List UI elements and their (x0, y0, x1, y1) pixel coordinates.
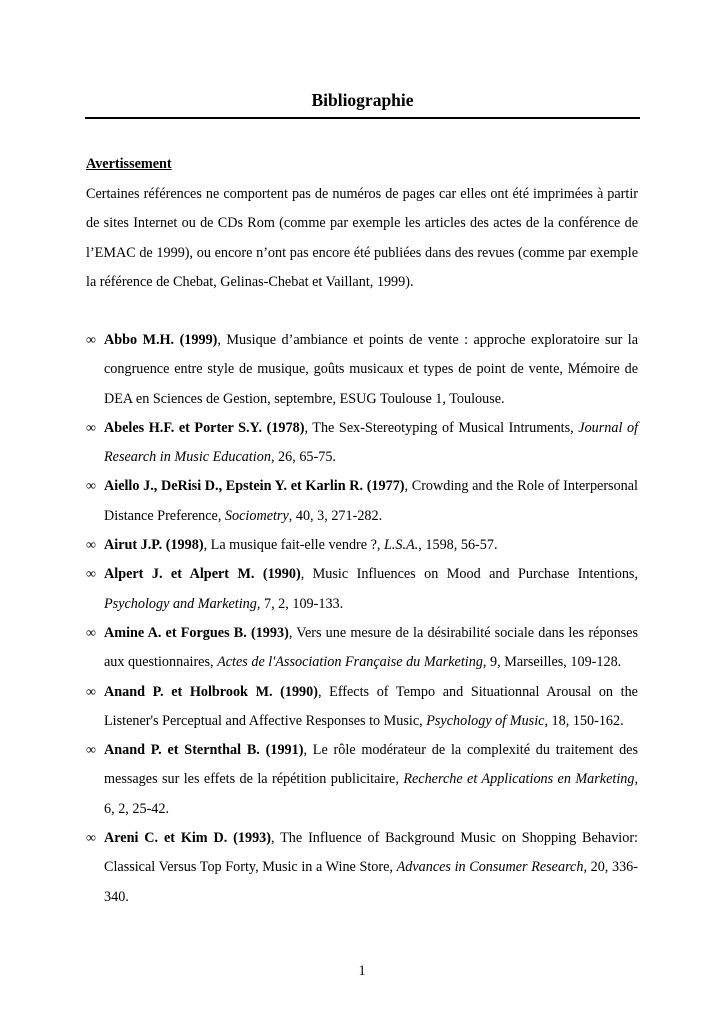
warning-heading: Avertissement (86, 156, 172, 172)
infinity-bullet-icon: ∞ (86, 831, 96, 847)
infinity-bullet-icon: ∞ (86, 538, 96, 554)
reference-tail: , 1598, 56-57. (418, 537, 498, 554)
reference-author: Areni C. et Kim D. (1993) (104, 830, 271, 847)
reference-tail: , 40, 3, 271-282. (288, 507, 383, 524)
reference-text: , Le rôle modérateur de la complexité du traitement des messages sur les effets de la répétition publicitaire, (104, 742, 638, 788)
infinity-bullet-icon: ∞ (86, 743, 96, 759)
reference-journal: Psychology and Marketing (104, 595, 257, 612)
reference-author: Airut J.P. (1998) (104, 537, 204, 554)
reference-item (86, 824, 638, 912)
reference-text: , Effects of Tempo and Situationnal Arousal on the Listener's Perceptual and Affective Responses to Music, (104, 683, 638, 729)
infinity-bullet-icon: ∞ (86, 567, 96, 583)
reference-author: Aiello J., DeRisi D., Epstein Y. et Karlin R. (1977) (104, 478, 405, 495)
reference-item (86, 560, 638, 619)
reference-journal: L.S.A. (384, 537, 419, 554)
reference-item (86, 678, 638, 737)
reference-list (86, 326, 638, 912)
reference-item (86, 472, 638, 531)
reference-tail: , 9, Marseilles, 109-128. (482, 654, 622, 671)
reference-author: Abbo M.H. (1999) (104, 332, 218, 348)
reference-tail: , 26, 65-75. (270, 449, 336, 466)
reference-tail: , 18, 150-162. (544, 712, 624, 729)
reference-text: , Vers une mesure de la désirabilité sociale dans les réponses aux questionnaires, (104, 624, 639, 671)
reference-item (86, 531, 638, 560)
reference-text: , Music Influences on Mood and Purchase Intentions, (300, 566, 638, 583)
reference-item (86, 326, 638, 414)
page-number: 1 (358, 963, 366, 979)
reference-text: , The Influence of Background Music on Shopping Behavior: Classical Versus Top Forty, Music in a Wine Store, (104, 830, 638, 876)
reference-author: Anand P. et Holbrook M. (1990) (104, 683, 318, 700)
infinity-bullet-icon: ∞ (86, 625, 96, 641)
infinity-bullet-icon: ∞ (86, 684, 96, 700)
reference-author: Amine A. et Forgues B. (1993) (104, 624, 289, 641)
reference-author: Abeles H.F. et Porter S.Y. (1978) (104, 419, 305, 436)
reference-journal: Actes de l'Association Française du Marketing (217, 654, 483, 671)
infinity-bullet-icon: ∞ (86, 333, 96, 348)
reference-author: Alpert J. et Alpert M. (1990) (104, 566, 301, 583)
reference-text: , La musique fait-elle vendre ?, (203, 537, 384, 554)
reference-text: , The Sex-Stereotyping of Musical Intruments, (304, 419, 579, 436)
reference-journal: Journal of Research in Music Education (104, 419, 639, 466)
warning-paragraph: Certaines références ne comportent pas de numéros de pages car elles ont été imprimées à partir de sites Internet ou de CDs Rom (comme par exemple les articles des actes de la conférence de l’EMAC de 1999), ou encore n’ont pas encore été publiées dans des revues (comme par exemple la référence de Chebat, Gelinas-Chebat et Vaillant, 1999). (86, 186, 638, 290)
reference-text: , Crowding and the Role of Interpersonal Distance Preference, (104, 478, 639, 524)
reference-journal: Advances in Consumer Research (396, 859, 584, 876)
reference-item (86, 619, 638, 678)
infinity-bullet-icon: ∞ (86, 479, 96, 495)
reference-item (86, 736, 638, 824)
reference-author: Anand P. et Sternthal B. (1991) (104, 742, 304, 759)
infinity-bullet-icon: ∞ (86, 420, 96, 436)
reference-item (86, 414, 638, 473)
reference-tail: , 6, 2, 25-42. (104, 771, 638, 817)
reference-tail: , 7, 2, 109-133. (256, 595, 344, 612)
reference-text: , Musique d’ambiance et points de vente : approche exploratoire sur la congruence entre style de musique, goûts musicaux et types de point de vente, Mémoire de DEA en Sciences de Gestion, septembre, ESUG Toulouse 1, Toulouse. (104, 332, 639, 407)
reference-journal: Sociometry (224, 507, 289, 524)
reference-journal: Recherche et Applications en Marketing (403, 771, 635, 788)
page-title: Bibliographie (85, 90, 640, 119)
reference-journal: Psychology of Music (426, 712, 545, 729)
reference-tail: , 20, 336-340. (104, 859, 638, 905)
